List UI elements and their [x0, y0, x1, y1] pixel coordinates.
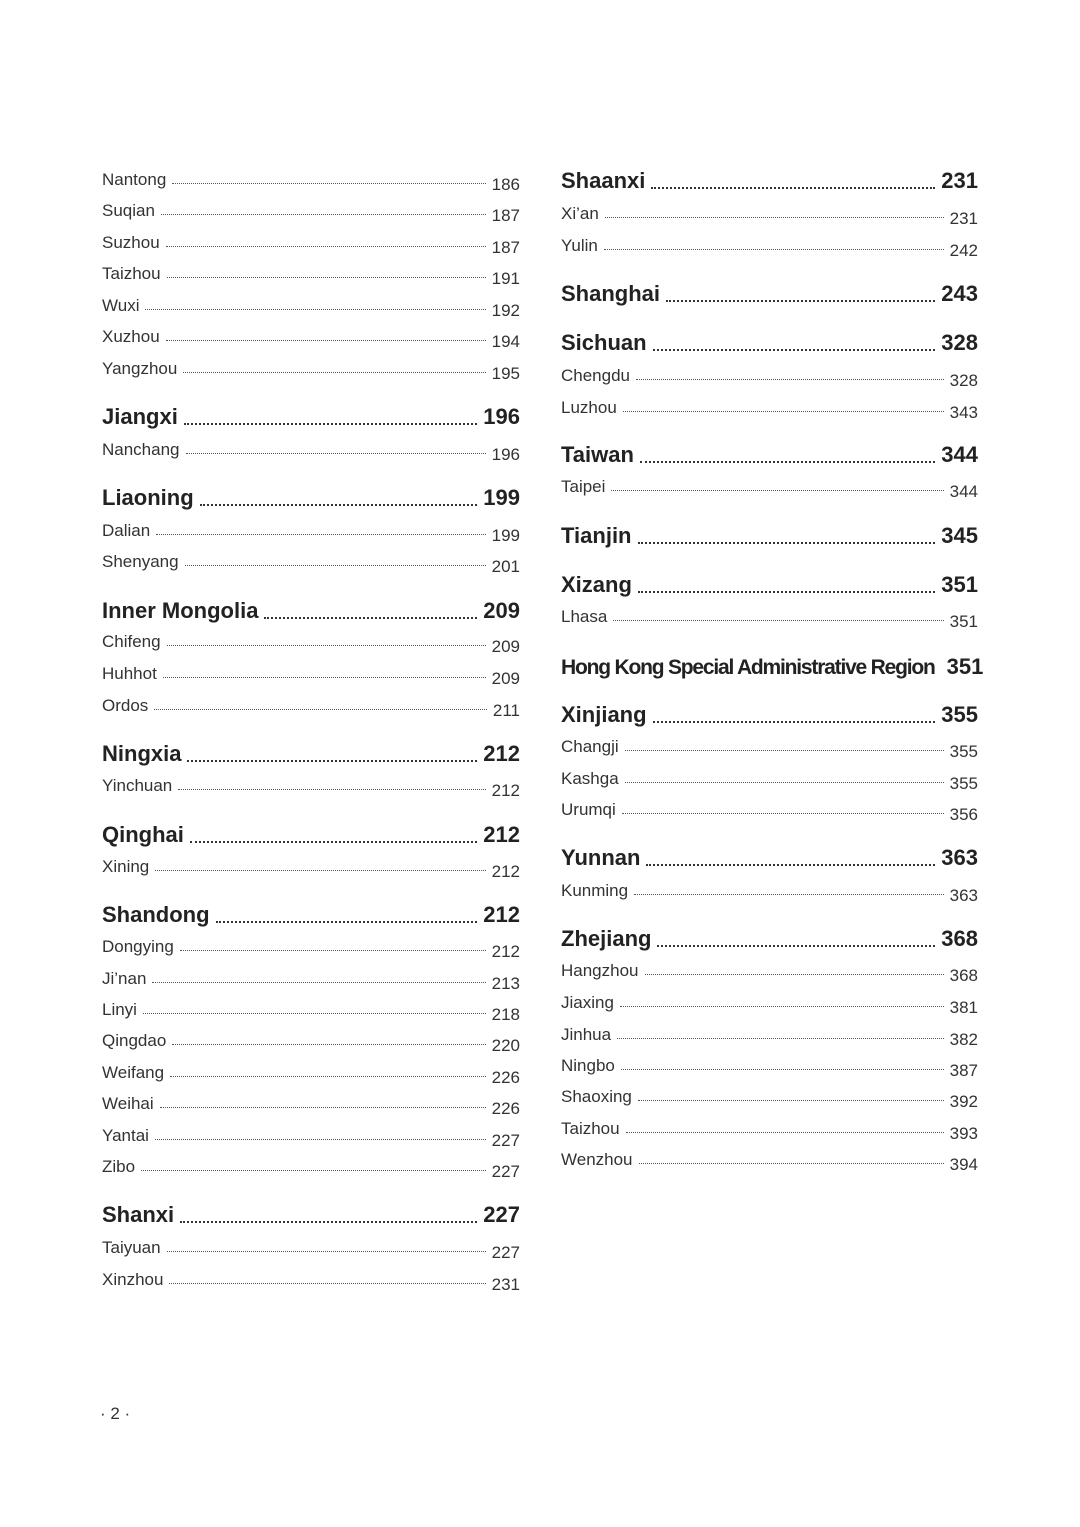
toc-entry-title: Xuzhou — [102, 327, 160, 346]
toc-page-number: 392 — [949, 1092, 978, 1111]
toc-entry — [102, 296, 520, 320]
toc-entry — [561, 961, 978, 985]
toc-entry-title: Hong Kong Special Administrative Region — [561, 656, 935, 679]
toc-page-number: 343 — [949, 403, 978, 422]
toc-page-number: 355 — [949, 774, 978, 793]
toc-page-number: 199 — [483, 485, 520, 510]
toc-entry-title: Hangzhou — [561, 961, 639, 980]
toc-page-number: 345 — [941, 523, 978, 548]
toc-entry — [561, 881, 978, 905]
toc-entry-title: Huhhot — [102, 664, 157, 683]
toc-entry — [102, 1126, 520, 1150]
toc-page-number: 212 — [491, 781, 520, 800]
toc-entry-title: Liaoning — [102, 485, 194, 510]
toc-section-heading — [561, 926, 978, 952]
dot-leader — [167, 632, 486, 652]
toc-section-heading — [561, 654, 984, 680]
toc-page-number: 213 — [491, 974, 520, 993]
toc-entry-title: Weihai — [102, 1094, 154, 1113]
dot-leader — [638, 1087, 944, 1107]
dot-leader — [626, 1119, 944, 1139]
dot-leader — [651, 168, 935, 194]
toc-section-heading — [561, 281, 978, 307]
toc-entry — [102, 1063, 520, 1087]
toc-page-number: 231 — [491, 1275, 520, 1294]
toc-page-number: 387 — [949, 1061, 978, 1080]
toc-entry — [561, 1025, 978, 1049]
dot-leader — [216, 902, 478, 928]
toc-entry — [561, 1056, 978, 1080]
toc-entry-title: Chifeng — [102, 632, 161, 651]
toc-page-number: 199 — [491, 526, 520, 545]
toc-entry-title: Shanghai — [561, 281, 661, 306]
toc-entry-title: Zibo — [102, 1157, 136, 1176]
toc-entry-title: Sichuan — [561, 330, 647, 355]
toc-entry-title: Nanchang — [102, 440, 180, 459]
toc-section-heading — [561, 330, 978, 356]
toc-page-number: 226 — [491, 1099, 520, 1118]
dot-leader — [152, 969, 485, 989]
toc-entry-title: Jiaxing — [561, 993, 614, 1012]
dot-leader — [180, 937, 486, 957]
toc-entry-title: Xinjiang — [561, 702, 647, 727]
toc-entry-title: Taizhou — [561, 1119, 620, 1138]
toc-entry-title: Wenzhou — [561, 1150, 633, 1169]
toc-section-heading — [102, 902, 520, 928]
dot-leader — [178, 776, 485, 796]
toc-entry-title: Taiwan — [561, 442, 634, 467]
dot-leader — [169, 1270, 485, 1290]
toc-entry — [561, 1087, 978, 1111]
dot-leader — [638, 523, 936, 549]
toc-page-number: 394 — [949, 1155, 978, 1174]
toc-entry — [102, 857, 520, 881]
dot-leader — [185, 552, 486, 572]
dot-leader — [264, 598, 477, 624]
toc-entry-title: Shanxi — [102, 1202, 175, 1227]
toc-section-heading — [561, 572, 978, 598]
dot-leader — [666, 281, 935, 307]
toc-section-heading — [102, 822, 520, 848]
toc-entry — [102, 632, 520, 656]
toc-entry-title: Shaoxing — [561, 1087, 632, 1106]
dot-leader — [605, 204, 944, 224]
toc-entry — [102, 969, 520, 993]
dot-leader — [143, 1000, 486, 1020]
toc-entry — [561, 398, 978, 422]
toc-entry — [102, 201, 520, 225]
toc-page-number: 363 — [949, 886, 978, 905]
toc-entry — [102, 327, 520, 351]
dot-leader — [160, 1094, 486, 1114]
toc-entry-title: Qinghai — [102, 822, 184, 847]
toc-entry-title: Urumqi — [561, 800, 616, 819]
toc-section-heading — [102, 485, 520, 511]
toc-page-number: 351 — [941, 572, 978, 597]
toc-entry — [102, 359, 520, 383]
dot-leader — [638, 572, 935, 598]
toc-entry-title: Dalian — [102, 521, 151, 540]
toc-entry-title: Xining — [102, 857, 150, 876]
toc-page-number: 187 — [491, 238, 520, 257]
toc-page-number: 356 — [949, 805, 978, 824]
dot-leader — [155, 857, 485, 877]
toc-page-number: 231 — [949, 209, 978, 228]
toc-page-number: 220 — [491, 1036, 520, 1055]
toc-page-number: 351 — [946, 654, 984, 679]
toc-entry — [102, 664, 520, 688]
toc-entry — [561, 204, 978, 228]
toc-entry-title: Yinchuan — [102, 776, 173, 795]
dot-leader — [167, 1238, 486, 1258]
toc-entry-title: Chengdu — [561, 366, 631, 385]
dot-leader — [172, 170, 485, 190]
dot-leader — [145, 296, 485, 316]
toc-entry — [561, 236, 978, 260]
toc-entry-title: Dongying — [102, 937, 174, 956]
toc-section-heading — [561, 702, 978, 728]
toc-entry — [102, 170, 520, 194]
toc-entry — [561, 477, 978, 501]
toc-page-number: 227 — [483, 1202, 520, 1227]
dot-leader — [156, 521, 485, 541]
toc-entry-title: Ordos — [102, 696, 149, 715]
dot-leader — [184, 404, 477, 430]
toc-page-number: 195 — [491, 364, 520, 383]
dot-leader — [187, 741, 477, 767]
toc-entry — [102, 1157, 520, 1181]
toc-entry — [102, 776, 520, 800]
toc-entry-title: Taipei — [561, 477, 606, 496]
toc-entry — [561, 769, 978, 793]
toc-entry — [102, 1270, 520, 1294]
toc-page-number: 351 — [949, 612, 978, 631]
dot-leader — [625, 769, 944, 789]
toc-entry — [102, 1031, 520, 1055]
toc-page-number: 227 — [491, 1243, 520, 1262]
toc-entry-title: Changji — [561, 737, 619, 756]
dot-leader — [639, 1150, 944, 1170]
dot-leader — [613, 607, 943, 627]
toc-entry-title: Yunnan — [561, 845, 641, 870]
toc-page-number: 209 — [491, 669, 520, 688]
toc-page-number: 212 — [483, 902, 520, 927]
dot-leader — [163, 664, 486, 684]
toc-section-heading — [561, 845, 978, 871]
dot-leader — [180, 1202, 477, 1228]
toc-page-number: 368 — [941, 926, 978, 951]
dot-leader — [645, 961, 944, 981]
toc-entry-title: Kashga — [561, 769, 619, 788]
toc-page-number: 328 — [941, 330, 978, 355]
toc-page-number: 328 — [949, 371, 978, 390]
toc-page-number: 187 — [491, 206, 520, 225]
toc-entry-title: Luzhou — [561, 398, 617, 417]
toc-page-number: 191 — [491, 269, 520, 288]
dot-leader — [621, 1056, 944, 1076]
toc-entry — [561, 1119, 978, 1143]
toc-entry-title: Inner Mongolia — [102, 598, 259, 623]
toc-entry — [102, 440, 520, 464]
toc-entry — [561, 737, 978, 761]
dot-leader — [161, 201, 486, 221]
toc-section-heading — [102, 741, 520, 767]
dot-leader — [611, 477, 943, 497]
toc-entry — [102, 233, 520, 257]
toc-entry-title: Wuxi — [102, 296, 140, 315]
toc-page-number: 231 — [941, 168, 978, 193]
toc-entry-title: Xizang — [561, 572, 632, 597]
dot-leader — [657, 926, 935, 952]
toc-page-number: 201 — [491, 557, 520, 576]
toc-page-number: 243 — [941, 281, 978, 306]
toc-entry — [102, 1238, 520, 1262]
toc-entry-title: Ningxia — [102, 741, 182, 766]
toc-page-number: 196 — [483, 404, 520, 429]
toc-entry-title: Linyi — [102, 1000, 137, 1019]
toc-page-number: 209 — [491, 637, 520, 656]
toc-entry-title: Yantai — [102, 1126, 149, 1145]
toc-entry-title: Zhejiang — [561, 926, 652, 951]
toc-entry — [561, 993, 978, 1017]
toc-section-heading — [102, 404, 520, 430]
dot-leader — [172, 1031, 485, 1051]
toc-entry — [102, 937, 520, 961]
toc-entry-title: Yangzhou — [102, 359, 178, 378]
dot-leader — [623, 398, 944, 418]
toc-section-heading — [561, 168, 978, 194]
toc-page-number: 211 — [492, 701, 520, 720]
toc-entry-title: Xinzhou — [102, 1270, 164, 1289]
toc-page-number: 209 — [483, 598, 520, 623]
toc-entry — [102, 264, 520, 288]
toc-entry-title: Jinhua — [561, 1025, 612, 1044]
toc-page-number: 186 — [491, 175, 520, 194]
toc-page-number: 344 — [949, 482, 978, 501]
dot-leader — [653, 330, 936, 356]
dot-leader — [622, 800, 944, 820]
toc-page-number: 368 — [949, 966, 978, 985]
toc-entry — [102, 1000, 520, 1024]
toc-entry-title: Taiyuan — [102, 1238, 161, 1257]
toc-entry-title: Shenyang — [102, 552, 179, 571]
dot-leader — [166, 327, 486, 347]
toc-entry — [561, 607, 978, 631]
toc-page-number: 212 — [483, 741, 520, 766]
toc-entry-title: Ningbo — [561, 1056, 615, 1075]
toc-entry — [561, 1150, 978, 1174]
toc-page-number: 355 — [949, 742, 978, 761]
dot-leader — [653, 702, 936, 728]
dot-leader — [617, 1025, 944, 1045]
dot-leader — [167, 264, 486, 284]
toc-entry-title: Tianjin — [561, 523, 632, 548]
toc-page-number: 344 — [941, 442, 978, 467]
toc-page-number: 363 — [941, 845, 978, 870]
dot-leader — [141, 1157, 486, 1177]
toc-page-number: 212 — [491, 942, 520, 961]
toc-entry-title: Qingdao — [102, 1031, 167, 1050]
toc-page-number: 381 — [949, 998, 978, 1017]
toc-section-heading — [561, 523, 978, 549]
toc-page-number: 227 — [491, 1131, 520, 1150]
toc-entry-title: Ji’nan — [102, 969, 147, 988]
dot-leader — [170, 1063, 486, 1083]
toc-page-number: 212 — [483, 822, 520, 847]
dot-leader — [634, 881, 944, 901]
toc-page-number: 382 — [949, 1030, 978, 1049]
dot-leader — [604, 236, 944, 256]
dot-leader — [640, 442, 935, 468]
toc-entry-title: Taizhou — [102, 264, 161, 283]
toc-entry — [102, 696, 520, 720]
dot-leader — [154, 696, 487, 716]
toc-entry-title: Shandong — [102, 902, 210, 927]
toc-page-number: 226 — [491, 1068, 520, 1087]
toc-entry-title: Lhasa — [561, 607, 608, 626]
toc-entry-title: Shaanxi — [561, 168, 646, 193]
toc-entry — [561, 366, 978, 390]
dot-leader — [166, 233, 486, 253]
dot-leader — [155, 1126, 486, 1146]
toc-entry — [102, 552, 520, 576]
toc-page-number: 393 — [949, 1124, 978, 1143]
toc-page-number: 192 — [491, 301, 520, 320]
toc-entry-title: Kunming — [561, 881, 629, 900]
dot-leader — [620, 993, 944, 1013]
toc-page-number: 218 — [491, 1005, 520, 1024]
toc-page-number: 196 — [491, 445, 520, 464]
dot-leader — [183, 359, 485, 379]
toc-entry-title: Suqian — [102, 201, 155, 220]
dot-leader — [190, 822, 477, 848]
toc-entry-title: Nantong — [102, 170, 167, 189]
toc-entry-title: Yulin — [561, 236, 598, 255]
dot-leader — [646, 845, 935, 871]
toc-entry — [561, 800, 978, 824]
toc-section-heading — [561, 442, 978, 468]
dot-leader — [200, 485, 478, 511]
toc-page-number: 355 — [941, 702, 978, 727]
toc-entry-title: Jiangxi — [102, 404, 178, 429]
toc-page-number: 227 — [491, 1162, 520, 1181]
dot-leader — [186, 440, 486, 460]
dot-leader — [636, 366, 944, 386]
toc-section-heading — [102, 598, 520, 624]
toc-entry-title: Xi’an — [561, 204, 599, 223]
dot-leader — [625, 737, 944, 757]
toc-page-number: 212 — [491, 862, 520, 881]
toc-page-number: 194 — [491, 332, 520, 351]
toc-entry-title: Suzhou — [102, 233, 160, 252]
toc-entry — [102, 521, 520, 545]
toc-entry — [102, 1094, 520, 1118]
page-number: · 2 · — [100, 1404, 131, 1423]
toc-entry-title: Weifang — [102, 1063, 165, 1082]
toc-section-heading — [102, 1202, 520, 1228]
toc-page-number: 242 — [949, 241, 978, 260]
